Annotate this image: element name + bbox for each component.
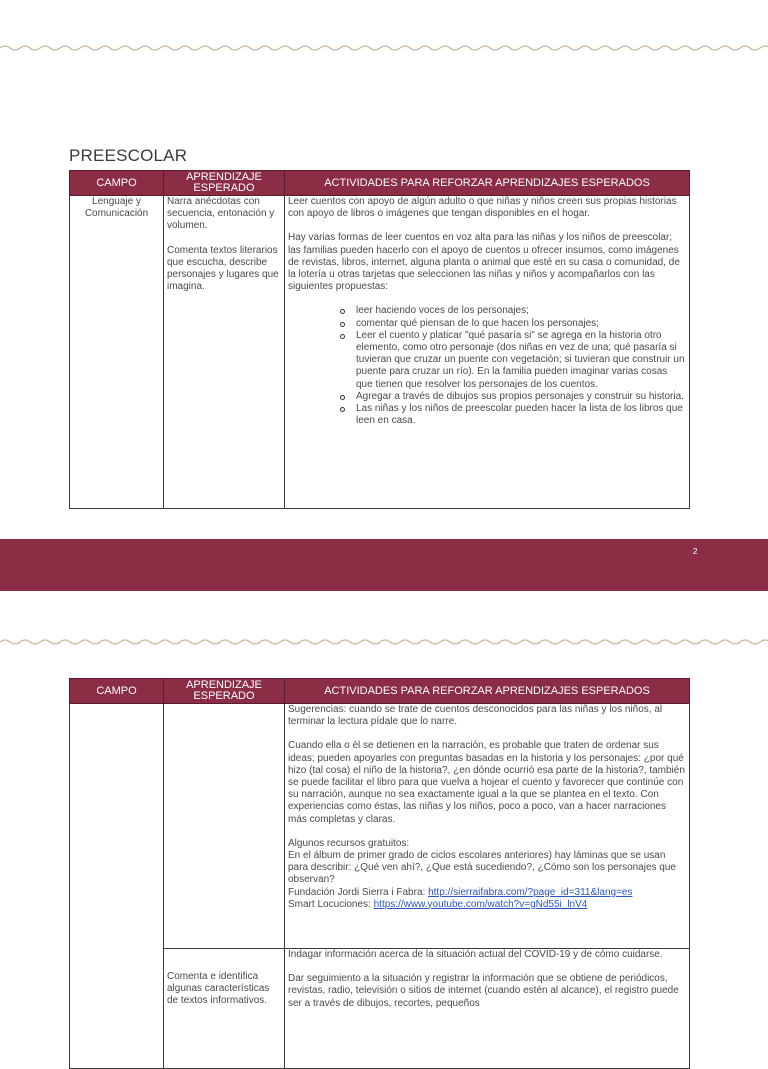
header-aprendizaje: APRENDIZAJE ESPERADO [164, 679, 285, 704]
actividades-paragraph-2: Cuando ella o él se detienen en la narración, es probable que traten de ordenar sus ideas; pueden apoyarles con preguntas basadas en la historia y los personajes: ¿por qué hizo (tal cosa) el niño de la historia?, ¿en dónde ocurrió esa parte de la historia?, también se puede facilitar el libro para que vuelva a hojear el cuento y favorecer que continúe con su narración, aunque no sea exactamente igual a la que se plantea en el texto. Con experiencias como éstas, las niñas y los niños, poco a poco, van a hacer narraciones más completas y claras. [288, 740, 685, 825]
header-actividades: ACTIVIDADES PARA REFORZAR APRENDIZAJES ESPERADOS [285, 171, 690, 196]
aprendizaje-text-2: Comenta textos literarios que escucha, describe personajes y lugares que imagina. [167, 244, 279, 293]
table-header-row [70, 679, 690, 704]
activities-table-1 [69, 170, 690, 509]
list-item: Leer el cuento y platicar "qué pasaría si" se agrega en la historia otro elemento, como otro personaje (dos niñas en vez de una; qué pasaría si tuvieran que cruzar un puente con vegetación; si tuvieran que construir un puente para cruzar un río). En la familia pueden imaginar varias cosas que tienen que resolver los personajes de los cuentos. [340, 330, 686, 391]
youtube-link[interactable]: https://www.youtube.com/watch?v=gNd55i_lnV4 [373, 898, 588, 910]
resource-label-2: Smart Locuciones: [288, 898, 374, 910]
wave-divider-top [0, 42, 768, 54]
table-header-row [70, 171, 690, 196]
actividades-paragraph-1: Sugerencias: cuando se trate de cuentos desconocidos para las niñas y los niños, al terminar la lectura pídale que lo narre. [288, 704, 663, 728]
sierra-i-fabra-link[interactable]: http://sierraifabra.com/?page_id=311&lang=es [428, 886, 633, 898]
list-item: Las niñas y los niños de preescolar pueden hacer la lista de los libros que leen en casa. [340, 403, 686, 427]
campo-cell: Lenguaje y Comunicación [70, 196, 164, 509]
header-campo: CAMPO [70, 171, 164, 196]
actividades-cell [285, 704, 690, 949]
actividades-cell [285, 196, 690, 509]
header-actividades: ACTIVIDADES PARA REFORZAR APRENDIZAJES ESPERADOS [285, 679, 690, 704]
activities-table-2 [69, 678, 690, 1069]
list-item: Agregar a través de dibujos sus propios personajes y construir su historia. [340, 391, 686, 403]
header-campo: CAMPO [70, 679, 164, 704]
header-aprendizaje: APRENDIZAJE ESPERADO [164, 171, 285, 196]
actividades-paragraph-2: Hay varias formas de leer cuentos en voz alta para las niñas y los niños de preescolar; las familias pueden hacerlo con el apoyo de cuentos u ofrecer insumos, como imágenes de revistas, libros, internet, alguna planta o animal que esté en su casa o comunidad, de la lotería u otras tarjetas que seleccionen las niñas y niños y acompañarlos con las siguientes propuestas: [288, 232, 680, 293]
page-footer-bar [0, 539, 768, 591]
page-number: 2 [693, 547, 698, 556]
activity-list [288, 305, 686, 427]
table-row [70, 704, 690, 949]
resource-link-row-1 [288, 887, 686, 899]
list-item: comentar qué piensan de lo que hacen los personajes; [340, 318, 686, 330]
resource-link-row-2 [288, 899, 686, 911]
actividades-cell [285, 949, 690, 1069]
actividades-paragraph-2: Dar seguimiento a la situación y registrar la información que se obtiene de periódicos, revistas, radio, televisión o sitios de internet (cuando estén al alcance), el registro puede ser a través de dibujos, recortes, pequeños [288, 973, 679, 1009]
list-item: leer haciendo voces de los personajes; [340, 305, 686, 317]
resources-heading: Algunos recursos gratuitos: [288, 837, 410, 849]
section-title: PREESCOLAR [69, 146, 188, 165]
aprendizaje-cell [164, 704, 285, 949]
resource-label-1: Fundación Jordi Sierra i Fabra: [288, 886, 429, 898]
actividades-paragraph-1: Leer cuentos con apoyo de algún adulto o que niñas y niños creen sus propias historias con apoyo de libros o imágenes que tengan disponibles en el hogar. [288, 196, 677, 220]
actividades-paragraph-1: Indagar información acerca de la situación actual del COVID-19 y de cómo cuidarse. [288, 949, 663, 960]
resources-text: En el álbum de primer grado de ciclos escolares anteriores) hay láminas que se usan para describir: ¿Qué ven ahí?, ¿Que está sucediendo?, ¿Cómo son los personajes que observan? [288, 850, 676, 886]
aprendizaje-text-1: Narra anécdotas con secuencia, entonación y volumen. [167, 196, 275, 232]
campo-cell [70, 704, 164, 1069]
table-row [70, 196, 690, 509]
aprendizaje-cell [164, 196, 285, 509]
wave-divider-middle [0, 636, 768, 648]
aprendizaje-cell: Comenta e identifica algunas características de textos informativos. [164, 949, 285, 1069]
